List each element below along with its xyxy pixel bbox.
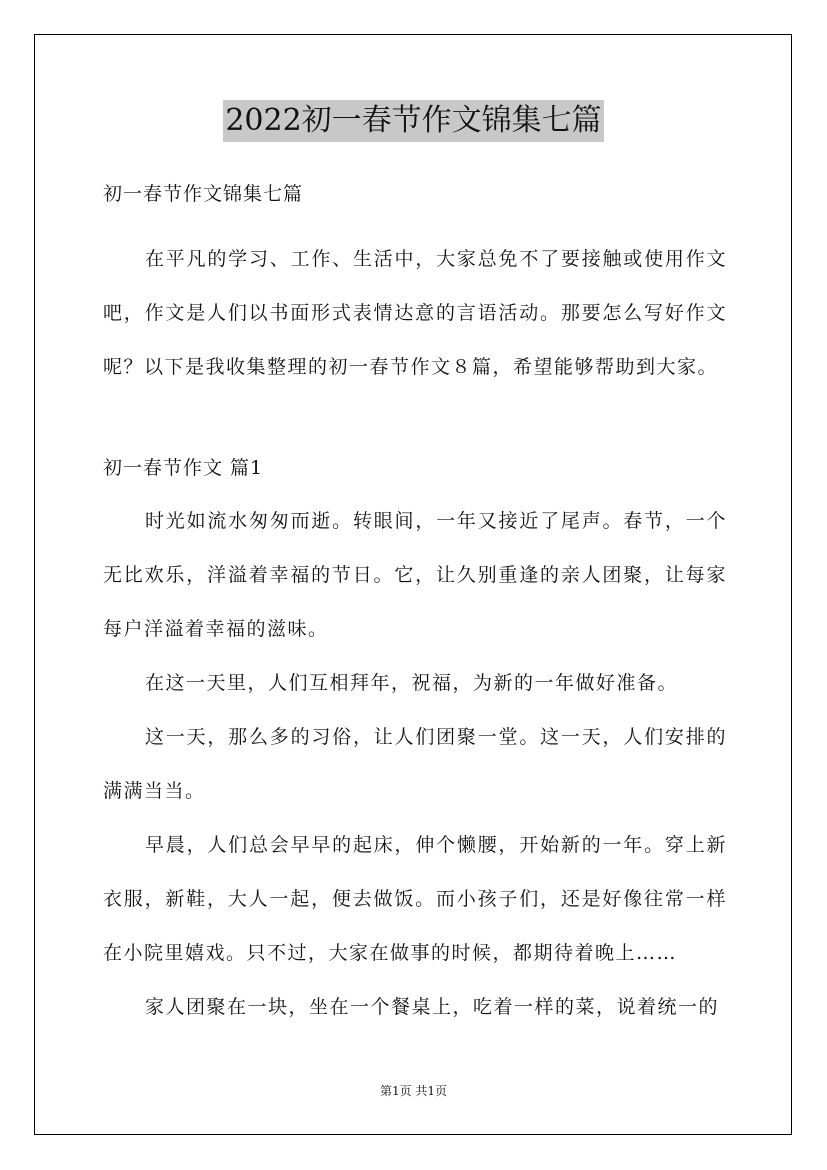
title-wrap [0, 100, 827, 142]
section-heading: 初一春节作文 篇1 [103, 457, 264, 479]
body-paragraph: 早晨，人们总会早早的起床，伸个懒腰，开始新的一年。穿上新衣服，新鞋，大人一起，便去做饭。而小孩子们，还是好像往常一样在小院里嬉戏。只不过，大家在做事的时候，都期待着晚上…… [103, 834, 727, 964]
document-subtitle: 初一春节作文锦集七篇 [103, 183, 304, 205]
body-paragraph: 时光如流水匆匆而逝。转眼间，一年又接近了尾声。春节，一个无比欢乐，洋溢着幸福的节日。它，让久别重逢的亲人团聚，让每家每户洋溢着幸福的滋味。 [103, 510, 727, 640]
body-paragraph: 这一天，那么多的习俗，让人们团聚一堂。这一天，人们安排的满满当当。 [103, 726, 727, 802]
body-paragraph: 在这一天里，人们互相拜年，祝福，为新的一年做好准备。 [145, 672, 679, 694]
intro-paragraph: 在平凡的学习、工作、生活中，大家总免不了要接触或使用作文吧，作文是人们以书面形式表情达意的言语活动。那要怎么写好作文呢？以下是我收集整理的初一春节作文８篇，希望能够帮助到大家。 [103, 248, 727, 378]
document-title: 2022初一春节作文锦集七篇 [223, 100, 603, 142]
page-footer: 第1页 共1页 [379, 1084, 448, 1098]
body-paragraph: 家人团聚在一块，坐在一个餐桌上，吃着一样的菜，说着统一的 [145, 996, 720, 1018]
document-body [103, 178, 727, 1034]
